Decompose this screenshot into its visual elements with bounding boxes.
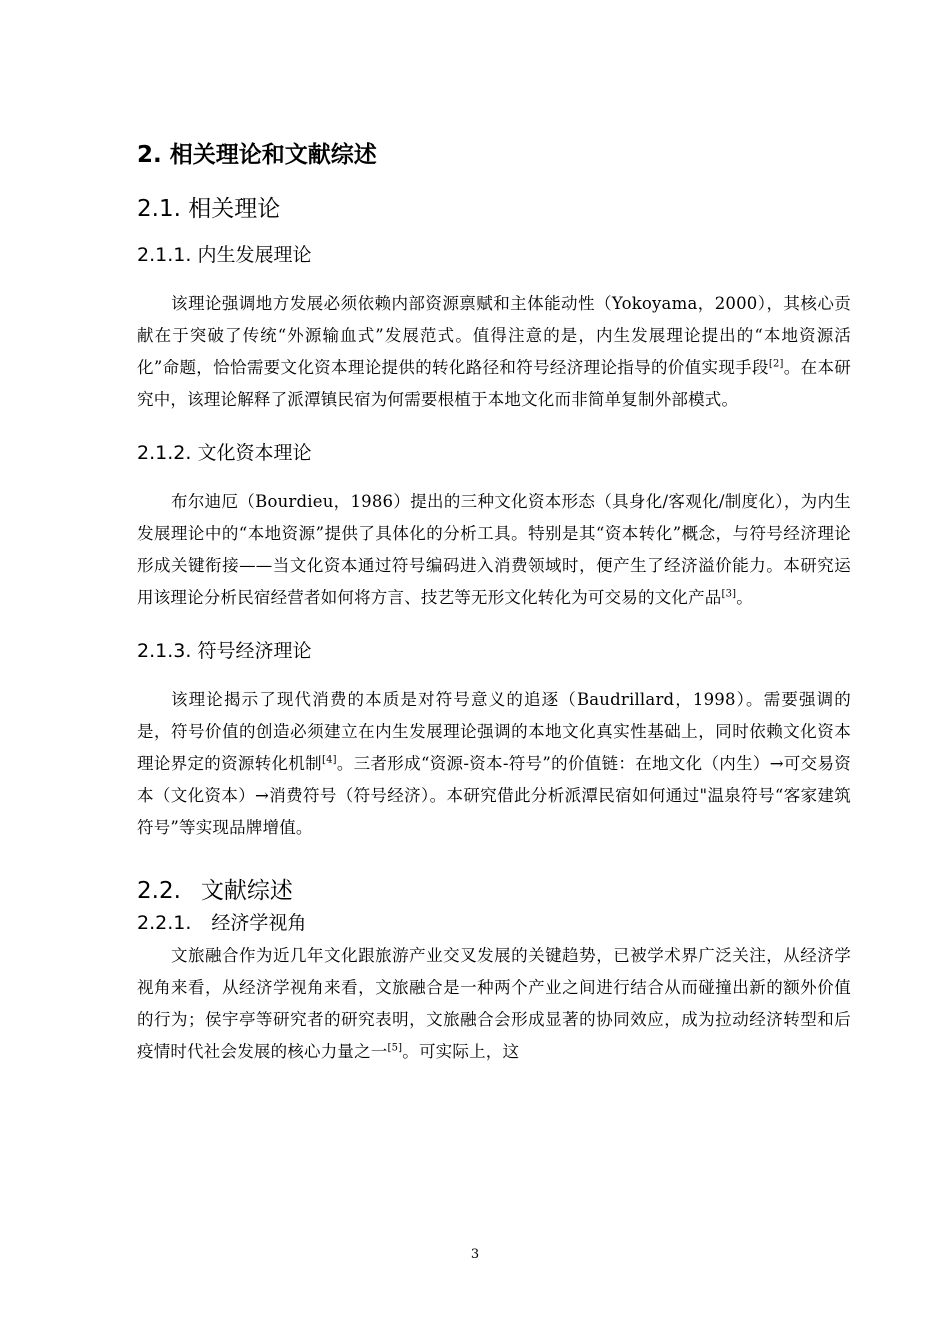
subsection-heading-2-1-3 (137, 636, 851, 666)
section-heading-2-2 (137, 874, 851, 908)
section-title: 相关理论 (188, 196, 281, 222)
subsection-heading-2-1-1 (137, 240, 851, 270)
subsection-title: 符号经济理论 (197, 640, 312, 662)
section-heading-2-1 (137, 192, 851, 226)
paragraph-text: 该理论揭示了现代消费的本质是对符号意义的追逐（Baudrillard，1998）。需要强调的是，符号价值的创造必须建立在内生发展理论强调的本地文化真实性基础上，同时依赖文化资本理论界定的资源转化机制 (137, 690, 851, 773)
chapter-heading (137, 138, 851, 172)
paragraph-endogenous-development (137, 288, 851, 416)
paragraph-economics-perspective (137, 940, 851, 1068)
paragraph-cultural-capital (137, 486, 851, 614)
page-number: 3 (470, 1247, 480, 1262)
paragraph-text: 。可实际上，这 (402, 1042, 520, 1061)
citation-ref: [2] (768, 358, 784, 370)
chapter-title: 相关理论和文献综述 (169, 142, 377, 168)
subsection-number: 2.1.1. (137, 244, 192, 266)
subsection-title: 内生发展理论 (197, 244, 312, 266)
paragraph-text: 布尔迪厄（Bourdieu，1986）提出的三种文化资本形态（具身化/客观化/制度化），为内生发展理论中的“本地资源”提供了具体化的分析工具。特别是其“资本转化”概念，与符号经济理论形成关键衔接——当文化资本通过符号编码进入消费领域时，便产生了经济溢价能力。本研究运用该理论分析民宿经营者如何将方言、技艺等无形文化转化为可交易的文化产品 (137, 492, 851, 607)
paragraph-text: 文旅融合作为近几年文化跟旅游产业交叉发展的关键趋势，已被学术界广泛关注，从经济学视角来看，从经济学视角来看，文旅融合是一种两个产业之间进行结合从而碰撞出新的额外价值的行为；侯宇亭等研究者的研究表明，文旅融合会形成显著的协同效应，成为拉动经济转型和后疫情时代社会发展的核心力量之一 (137, 946, 851, 1061)
citation-ref: [4] (321, 754, 337, 766)
subsection-number: 2.1.2. (137, 442, 192, 464)
paragraph-text: 。在本研究中，该理论解释了派潭镇民宿为何需要根植于本地文化而非简单复制外部模式。 (137, 358, 851, 409)
paragraph-text: 。三者形成“资源-资本-符号”的价值链：在地文化（内生）→可交易资本（文化资本）→消费符号（符号经济）。本研究借此分析派潭民宿如何通过"温泉符号“客家建筑符号”等实现品牌增值。 (137, 754, 852, 837)
citation-ref: [3] (721, 588, 737, 600)
subsection-heading-2-1-2 (137, 438, 851, 468)
paragraph-text: 。 (736, 588, 753, 607)
chapter-number: 2. (137, 142, 162, 168)
paragraph-symbolic-economy (137, 684, 851, 844)
section-title: 文献综述 (200, 878, 293, 904)
citation-ref: [5] (387, 1042, 403, 1054)
section-number: 2.1. (137, 196, 181, 222)
page-content (137, 138, 851, 1068)
subsection-number: 2.1.3. (137, 640, 192, 662)
section-number: 2.2. (137, 878, 181, 904)
subsection-heading-2-2-1 (137, 908, 851, 938)
subsection-title: 经济学视角 (211, 912, 307, 934)
paragraph-text: 该理论强调地方发展必须依赖内部资源禀赋和主体能动性（Yokoyama，2000），其核心贡献在于突破了传统“外源输血式”发展范式。值得注意的是，内生发展理论提出的“本地资源活化”命题，恰恰需要文化资本理论提供的转化路径和符号经济理论指导的价值实现手段 (137, 294, 851, 377)
subsection-number: 2.2.1. (137, 912, 192, 934)
subsection-title: 文化资本理论 (197, 442, 312, 464)
